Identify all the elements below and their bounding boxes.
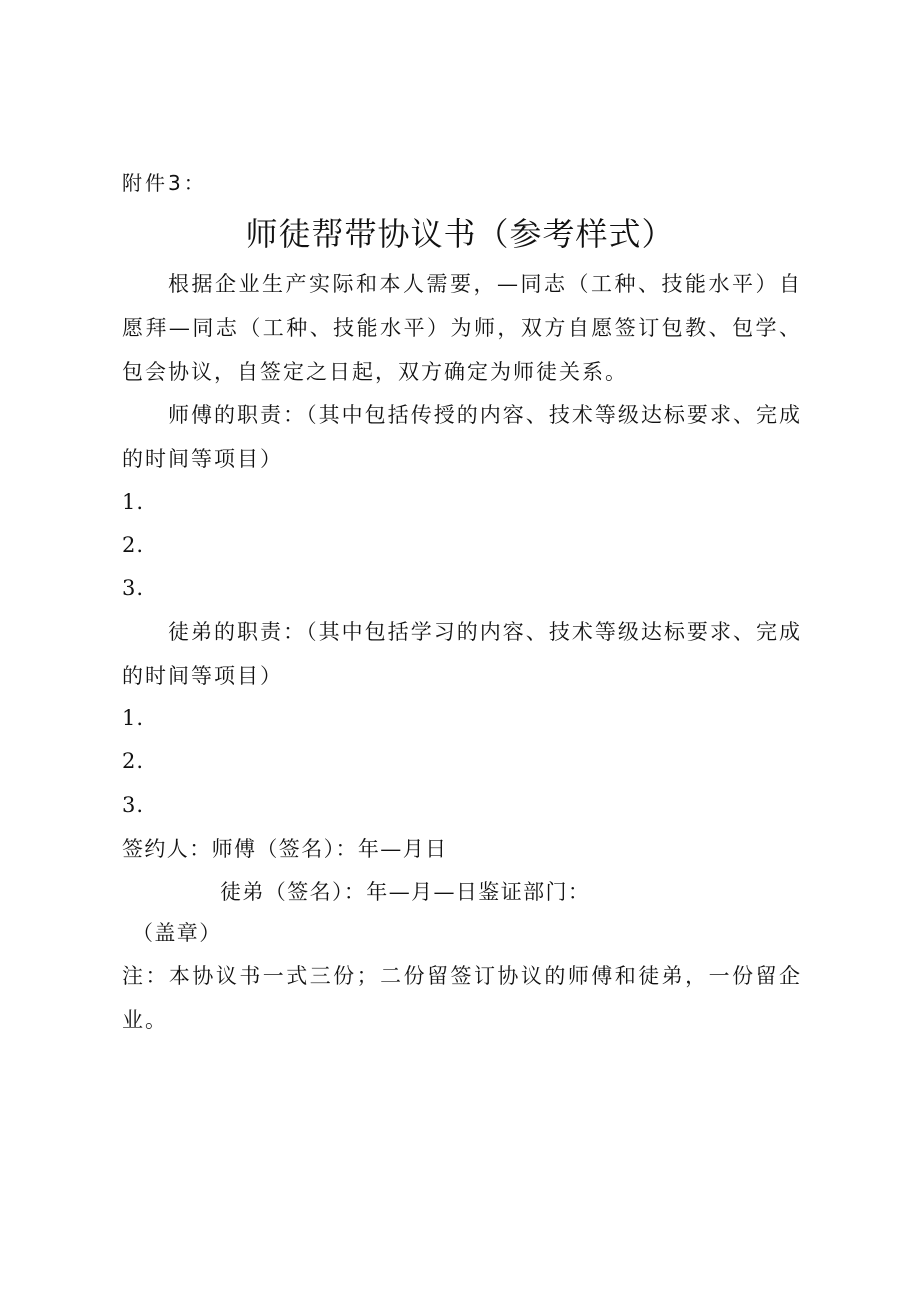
apprentice-signature-line: 徒弟（签名）：年—月—日鉴证部门： — [220, 880, 591, 904]
footnote: 注：本协议书一式三份；二份留签订协议的师傅和徒弟，一份留企业。 — [122, 964, 802, 1032]
master-duty-item: 2. — [122, 533, 145, 557]
apprentice-duties-heading: 徒弟的职责：（其中包括学习的内容、技术等级达标要求、完成的时间等项目） — [122, 620, 802, 688]
apprentice-duty-item: 3. — [122, 793, 145, 817]
document-title: 师徒帮带协议书（参考样式） — [245, 215, 675, 253]
master-duty-item: 1. — [122, 490, 145, 514]
apprentice-duty-item: 2. — [122, 749, 145, 773]
master-signature-line: 签约人：师傅（签名）：年—月日 — [122, 837, 448, 861]
seal-line: （盖章） — [132, 921, 222, 945]
attachment-label: 附件3： — [122, 171, 207, 195]
apprentice-duty-item: 1. — [122, 706, 145, 730]
master-duties-heading: 师傅的职责：（其中包括传授的内容、技术等级达标要求、完成的时间等项目） — [122, 403, 802, 471]
intro-paragraph: 根据企业生产实际和本人需要，—同志（工种、技能水平）自愿拜—同志（工种、技能水平）为师，双方自愿签订包教、包学、包会协议，自签定之日起，双方确定为师徒关系。 — [122, 272, 802, 384]
master-duty-item: 3. — [122, 576, 145, 600]
